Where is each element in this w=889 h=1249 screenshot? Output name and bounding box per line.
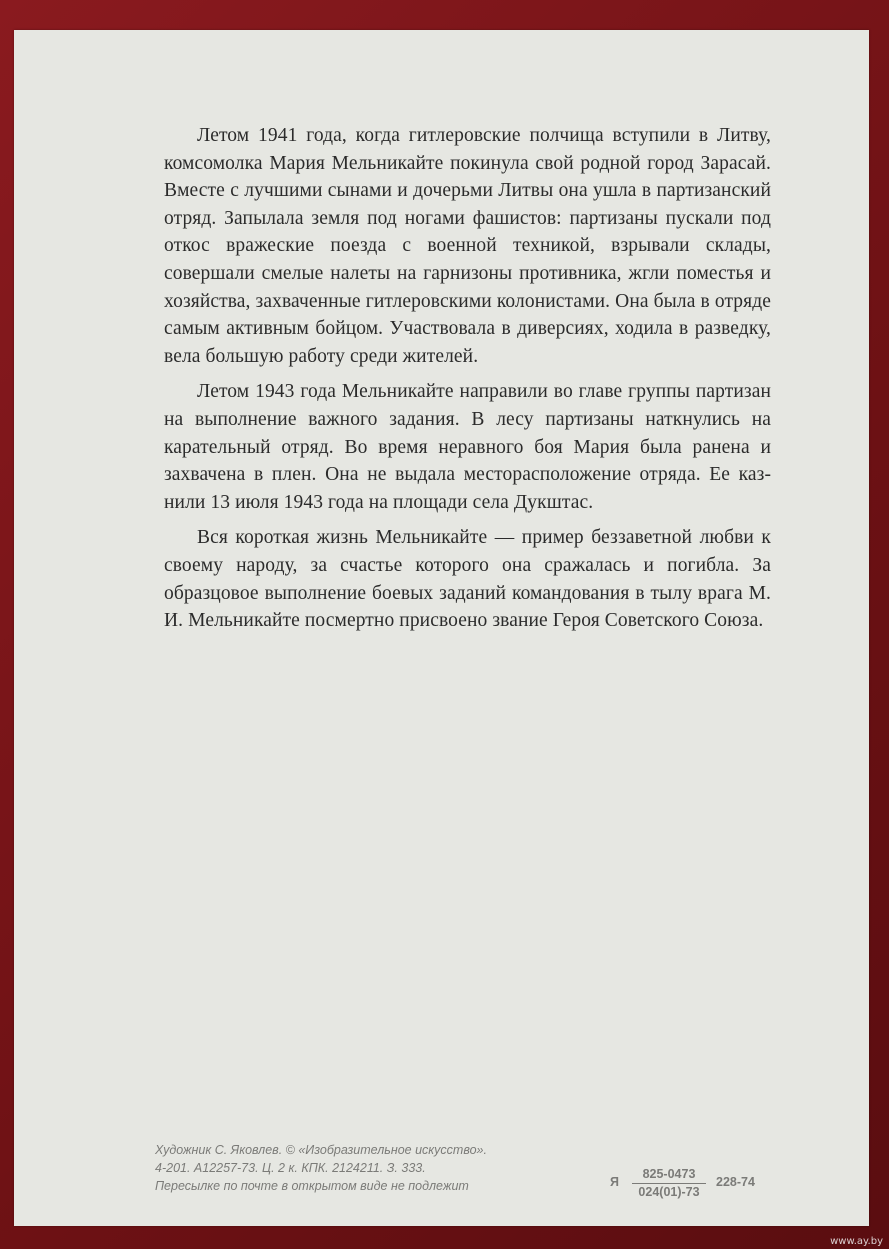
code-numerator: 825-0473 [642,1167,696,1181]
paragraph-2: Летом 1943 года Мельникайте направили во главе группы партизан на выполнение важного задания. В лесу партизаны наткнулись на карательный отряд. Во время неравного боя Мария была ранена и захвачена в плен. Она не выдала месторасположение отряда. Ее казнили 13 июля 1943 года на площади села Дукштас. [164,381,771,513]
biography-text [164,122,771,643]
imprint-postal-line: Пересылке по почте в открытом виде не подлежит [155,1179,469,1193]
imprint-artist-line: Художник С. Яковлев. © «Изобразительное искусство». [155,1143,487,1157]
imprint-catalog-line: 4-201. А12257-73. Ц. 2 к. КПК. 2124211. З. 333. [155,1161,426,1175]
postcard-back [14,30,869,1226]
paragraph-1: Летом 1941 года, когда гитлеровские полчища вступили в Литву, комсомолка Мария Мельникайте покинула свой родной город Зарасай. Вместе с лучшими сынами и дочерьми Литвы она ушла в партизанский отряд. Запылала земля под ногами фашистов: партизаны пускали под откос вражеские поезда с военной техникой, взрывали склады, совершали смелые налеты на гарнизоны противника, жгли поместья и хозяйства, захваченные гитлеровскими колонистами. Она была в отряде самым активным бойцом. Участвовала в диверсиях, ходила в разведку, вела большую работу среди жителей. [164,125,771,367]
code-letter: Я [610,1175,619,1189]
code-fraction [632,1167,706,1200]
paragraph-3: Вся короткая жизнь Мельникайте — пример беззаветной любви к своему народу, за счастье которого она сражалась и погибла. За образцовое выполнение боевых заданий командования в тылу врага М. И. Мельникайте посмертно присвоено звание Героя Советского Союза. [164,527,771,632]
site-watermark: www.ay.by [830,1236,883,1247]
code-denominator: 024(01)-73 [638,1185,700,1199]
code-suffix: 228-74 [716,1175,755,1189]
code-fraction-rule [632,1183,706,1184]
